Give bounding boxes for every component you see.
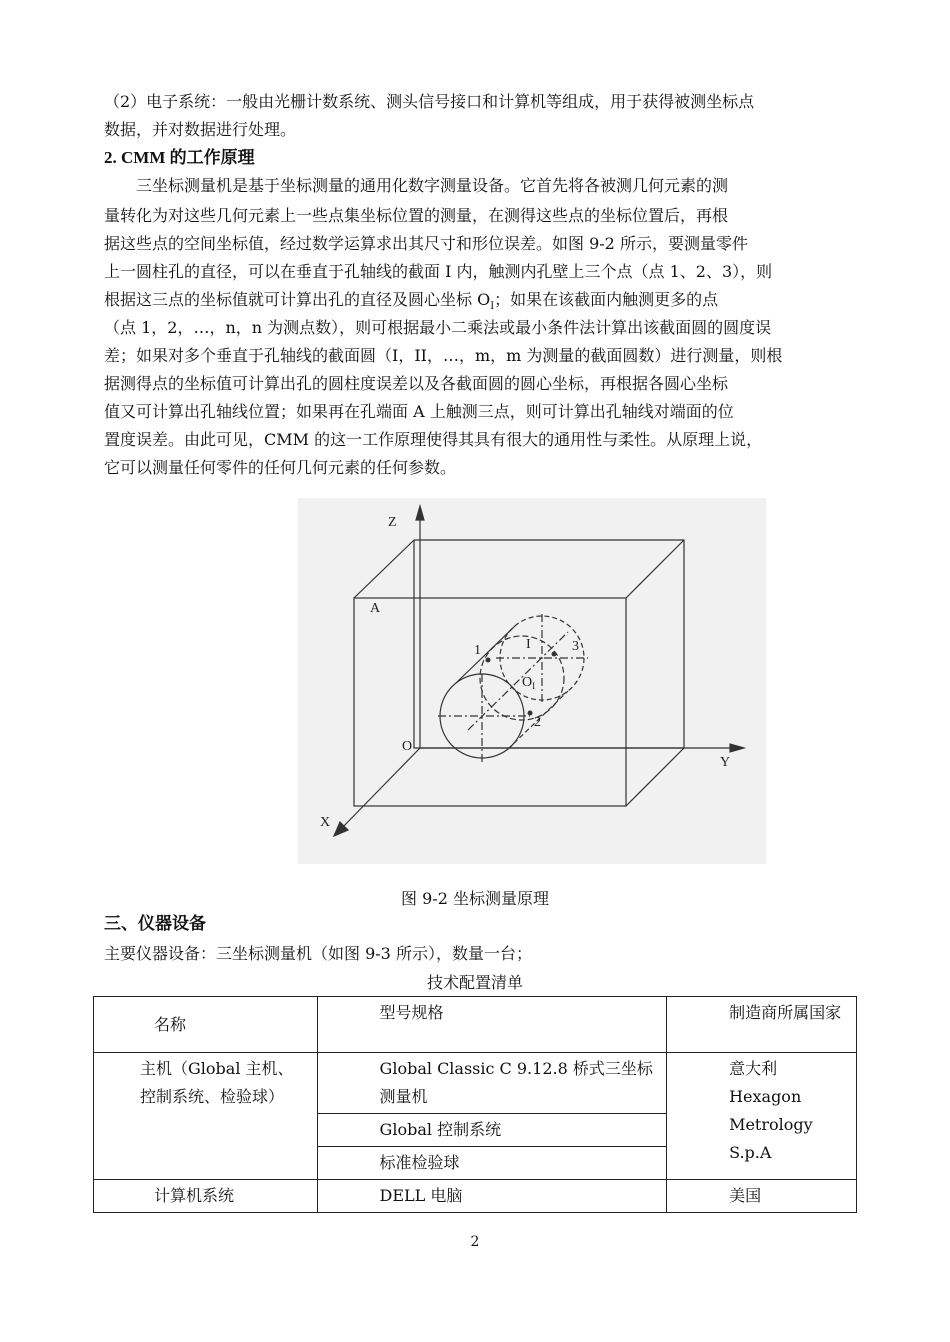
text-line: （点 1，2，…，n，n 为测点数），则可根据最小二乘法或最小条件法计算出该截面圆的圆度误 [104,318,772,337]
table-cell: 美国 [667,1180,857,1213]
point-label-1: 1 [474,643,481,658]
text-line: 它可以测量任何零件的任何几何元素的任何参数。 [104,458,457,477]
box-edge [354,540,414,598]
text-line: （2）电子系统：一般由光栅计数系统、测头信号接口和计算机等组成，用于获得被测坐标点 [104,92,755,111]
text-line: 三坐标测量机是基于坐标测量的通用化数字测量设备。它首先将各被测几何元素的测 [136,176,729,195]
text-line: 据这些点的空间坐标值，经过数学运算求出其尺寸和形位误差。如图 9-2 所示，要测量零件 [104,234,748,253]
cmm-diagram [298,498,766,864]
table-cell: 计算机系统 [94,1180,318,1213]
table-title: 技术配置清单 [426,973,523,992]
point-label-2: 2 [534,715,541,730]
text-line: 据测得点的坐标值可计算出孔的圆柱度误差以及各截面圆的圆心坐标，再根据各圆心坐标 [104,374,729,393]
point-label-3: 3 [572,639,579,654]
table-header-cell: 名称 [94,997,318,1053]
box-back-face [414,540,684,748]
axis-label-z: Z [388,515,397,530]
origin-label: O [402,739,413,754]
text-fragment: ；如果在该截面内触测更多的点 [494,290,719,309]
measure-point [528,711,533,716]
box-edge [626,540,684,598]
table-header-cell: 制造商所属国家 [667,997,857,1053]
face-label-a: A [370,601,381,616]
table-cell: DELL 电脑 [317,1180,667,1213]
text-line: 量转化为对这些几何元素上一些点集坐标位置的测量，在测得这些点的坐标位置后，再根 [104,206,729,225]
cylinder-axis [468,632,568,730]
table-cell: 标准检验球 [317,1147,667,1180]
text-line: 数据，并对数据进行处理。 [104,120,297,139]
z-axis-arrow [416,506,424,520]
figure-caption: 图 9-2 坐标测量原理 [401,889,549,908]
config-table [93,996,857,1213]
y-axis-arrow [730,744,744,752]
page-number: 2 [470,1234,480,1250]
text-line: 置度误差。由此可见，CMM 的这一工作原理使得其具有很大的通用性与柔性。从原理上说， [104,430,763,449]
section-label-i: I [526,637,531,652]
table-cell: Global Classic C 9.12.8 桥式三坐标测量机 [317,1053,667,1114]
measure-point [486,658,491,663]
subscript: I [490,301,495,313]
text-line: 上一圆柱孔的直径，可以在垂直于孔轴线的截面 I 内，触测内孔壁上三个点（点 1、2、3），则 [104,262,773,281]
axis-label-y: Y [720,755,731,770]
center-label-sub: I [532,681,536,691]
text-line: 主要仪器设备：三坐标测量机（如图 9-3 所示），数量一台； [104,944,532,963]
text-line [104,290,718,317]
text-line: 值又可计算出孔轴线位置；如果再在孔端面 A 上触测三点，则可计算出孔轴线对端面的位 [104,402,734,421]
table-cell: 主机（Global 主机、控制系统、检验球） [94,1053,318,1180]
table-cell: 意大利 Hexagon Metrology S.p.A [667,1053,857,1180]
table-cell: Global 控制系统 [317,1114,667,1147]
box-front-face [354,598,626,806]
x-axis [338,748,420,832]
text-line: 差；如果对多个垂直于孔轴线的截面圆（I，II，…，m，m 为测量的截面圆数）进行测量，则根 [104,346,783,365]
axis-label-x: X [320,815,331,830]
text-fragment: 根据这三点的坐标值就可计算出孔的直径及圆心坐标 O [104,290,491,309]
table-header-cell: 型号规格 [317,997,667,1053]
box-edge [626,748,684,806]
center-label-o1 [522,675,535,691]
section-heading: 三、仪器设备 [104,914,206,933]
section-heading: 2. CMM 的工作原理 [104,148,255,167]
center-label-text: O [522,675,533,690]
measure-point [552,652,557,657]
